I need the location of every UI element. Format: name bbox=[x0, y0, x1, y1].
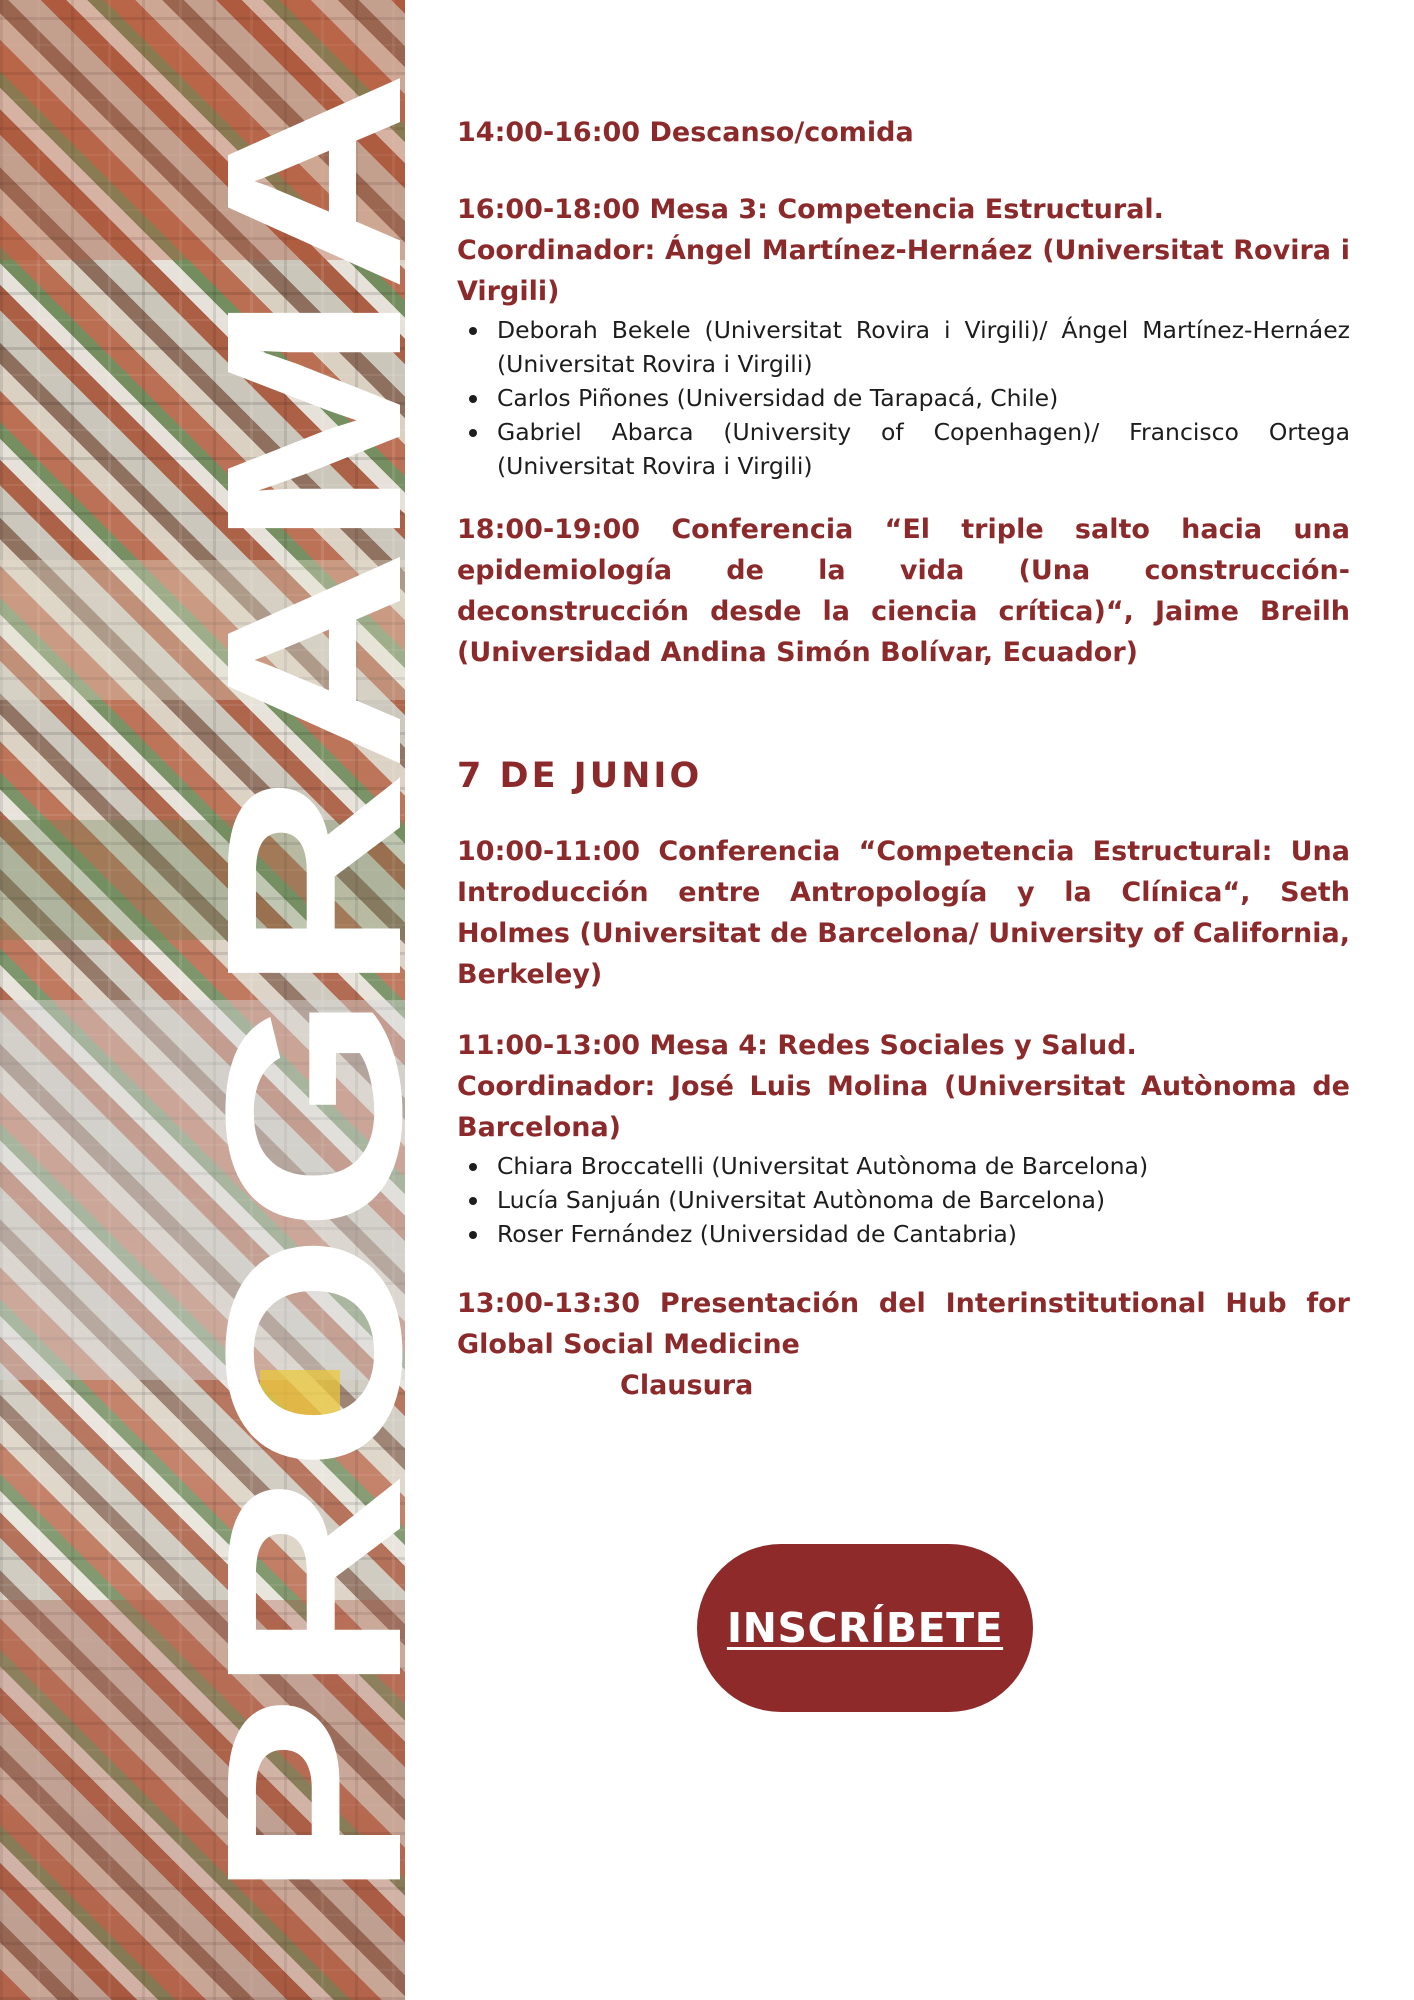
session-mesa-3-coordinator: Coordinador: Ángel Martínez-Hernáez (Universitat Rovira i Virgili) bbox=[457, 235, 1350, 307]
vertical-title bbox=[0, 0, 453, 2000]
spacer bbox=[457, 153, 1350, 189]
vertical-title-text: PROGRAMA bbox=[174, 413, 453, 1900]
session-break-title: 14:00-16:00 Descanso/comida bbox=[457, 117, 914, 148]
spacer bbox=[457, 995, 1350, 1025]
speaker-item: Chiara Broccatelli (Universitat Autònoma de Barcelona) bbox=[457, 1149, 1350, 1183]
register-button-label: INSCRÍBETE bbox=[726, 1604, 1004, 1652]
spacer bbox=[457, 483, 1350, 509]
hub-presentation: 13:00-13:30 Presentación del Interinstitutional Hub for Global Social Medicine bbox=[457, 1288, 1350, 1360]
closing-label: Clausura bbox=[620, 1370, 754, 1401]
vertical-title-svg bbox=[0, 0, 453, 2000]
speaker-list bbox=[457, 1149, 1350, 1251]
speaker-item: Carlos Piñones (Universidad de Tarapacá, Chile) bbox=[457, 381, 1350, 415]
conference-breilh: 18:00-19:00 Conferencia “El triple salto hacia una epidemiología de la vida (Una construcción-deconstrucción desde la ciencia crítica)“, Jaime Breilh (Universidad Andina Simón Bolívar, Ecuador) bbox=[457, 514, 1350, 668]
speaker-item: Gabriel Abarca (University of Copenhagen)/ Francisco Ortega (Universitat Rovira i Virgili) bbox=[457, 415, 1350, 483]
spacer bbox=[457, 673, 1350, 753]
spacer bbox=[457, 1251, 1350, 1283]
speaker-list bbox=[457, 313, 1350, 483]
session-mesa-4-coordinator: Coordinador: José Luis Molina (Universitat Autònoma de Barcelona) bbox=[457, 1071, 1350, 1143]
day-heading: 7 DE JUNIO bbox=[457, 756, 703, 796]
session-mesa-4-title: 11:00-13:00 Mesa 4: Redes Sociales y Salud. bbox=[457, 1030, 1137, 1061]
spacer bbox=[457, 799, 1350, 831]
conference-holmes: 10:00-11:00 Conferencia “Competencia Estructural: Una Introducción entre Antropología y la Clínica“, Seth Holmes (Universitat de Barcelona/ University of California, Berkeley) bbox=[457, 836, 1350, 990]
session-mesa-3-title: 16:00-18:00 Mesa 3: Competencia Estructural. bbox=[457, 194, 1164, 225]
register-button[interactable] bbox=[697, 1544, 1033, 1712]
speaker-item: Deborah Bekele (Universitat Rovira i Virgili)/ Ángel Martínez-Hernáez (Universitat Rovira i Virgili) bbox=[457, 313, 1350, 381]
speaker-item: Roser Fernández (Universidad de Cantabria) bbox=[457, 1217, 1350, 1251]
speaker-item: Lucía Sanjuán (Universitat Autònoma de Barcelona) bbox=[457, 1183, 1350, 1217]
program-content bbox=[457, 112, 1350, 1406]
